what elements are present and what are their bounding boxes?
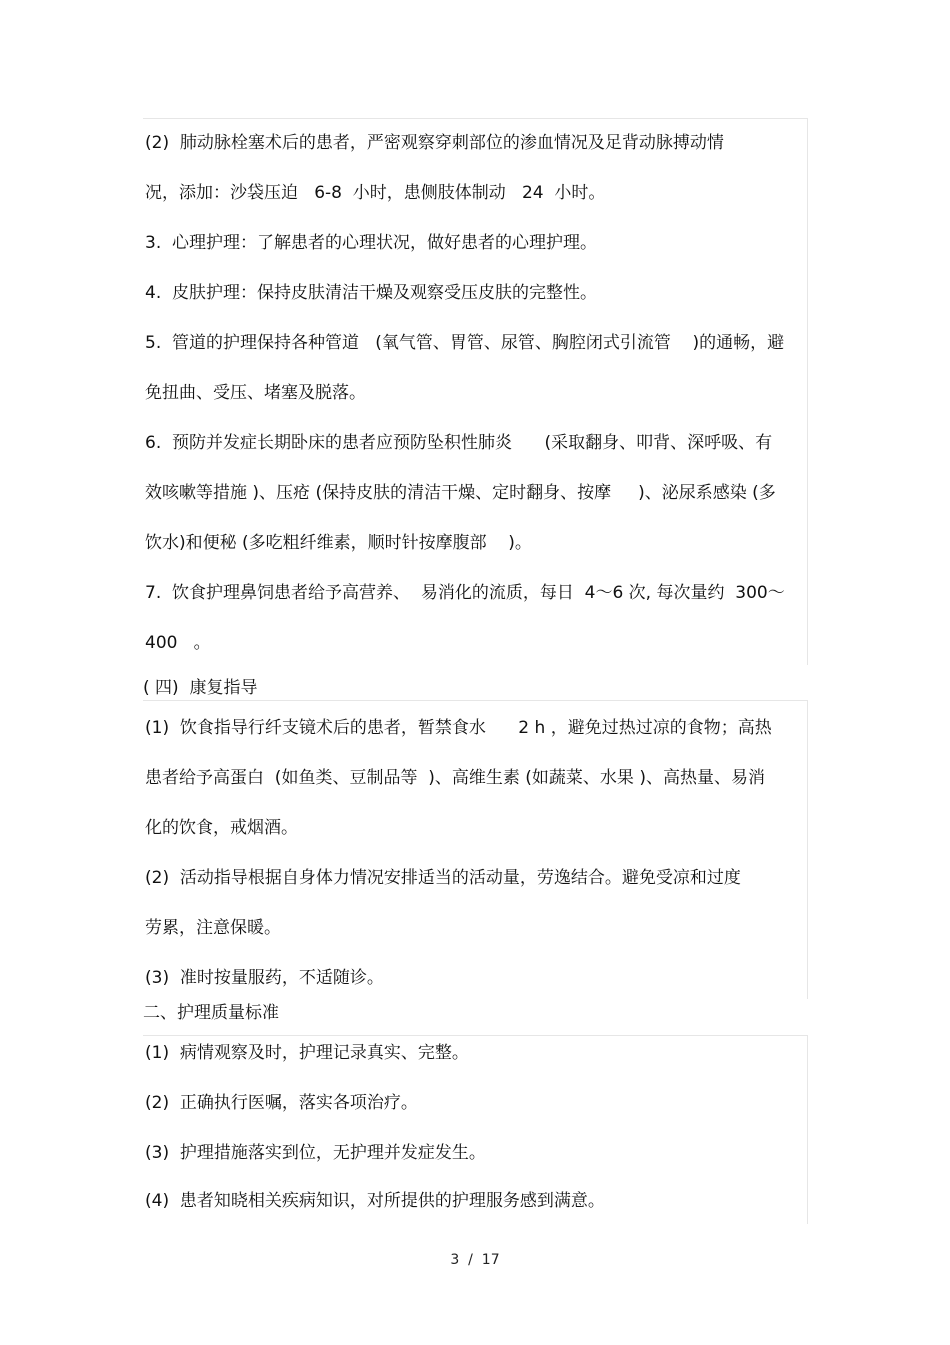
text-line: (2) 活动指导根据自身体力情况安排适当的活动量，劳逸结合。避免受凉和过度	[145, 868, 741, 888]
text-line: 5. 管道的护理保持各种管道 (氧气管、胃管、尿管、胸腔闭式引流管 )的通畅，避	[145, 333, 785, 353]
text-line: 饮水)和便秘 (多吃粗纤维素，顺时针按摩腹部 )。	[145, 533, 532, 553]
text-line: (2) 肺动脉栓塞术后的患者，严密观察穿刺部位的渗血情况及足背动脉搏动情	[145, 133, 724, 153]
text-line: 况，添加：沙袋压迫 6-8 小时，患侧肢体制动 24 小时。	[145, 183, 606, 203]
text-line: 劳累，注意保暖。	[145, 918, 281, 938]
text-line: 4. 皮肤护理：保持皮肤清洁干燥及观察受压皮肤的完整性。	[145, 283, 598, 303]
text-line: 7. 饮食护理鼻饲患者给予高营养、 易消化的流质，每日 4～6 次, 每次量约 300～	[145, 583, 785, 603]
section-heading-rehab: ( 四) 康复指导	[143, 678, 258, 698]
text-line: (3) 护理措施落实到位，无护理并发症发生。	[145, 1143, 486, 1163]
text-line: 免扭曲、受压、堵塞及脱落。	[145, 383, 366, 403]
section-heading-quality: 二、护理质量标准	[143, 1003, 279, 1023]
text-line: 3. 心理护理：了解患者的心理状况，做好患者的心理护理。	[145, 233, 598, 253]
text-line: 化的饮食，戒烟酒。	[145, 818, 298, 838]
text-line: 6. 预防并发症长期卧床的患者应预防坠积性肺炎 (采取翻身、叩背、深呼吸、有	[145, 433, 773, 453]
text-line: (4) 患者知晓相关疾病知识，对所提供的护理服务感到满意。	[145, 1191, 605, 1211]
text-line: 患者给予高蛋白 (如鱼类、豆制品等 )、高维生素 (如蔬菜、水果 )、高热量、易消	[145, 768, 765, 788]
text-line: (3) 准时按量服药，不适随诊。	[145, 968, 384, 988]
table-border-b	[143, 700, 808, 999]
text-line: 400 。	[145, 633, 211, 653]
text-line: (1) 饮食指导行纤支镜术后的患者，暂禁食水 2 h ，避免过热过凉的食物；高热	[145, 718, 772, 738]
text-line: 效咳嗽等措施 )、压疮 (保持皮肤的清洁干燥、定时翻身、按摩 )、泌尿系感染 (多	[145, 483, 776, 503]
text-line: (2) 正确执行医嘱，落实各项治疗。	[145, 1093, 418, 1113]
page-indicator: 3 / 17	[450, 1252, 500, 1268]
text-line: (1) 病情观察及时，护理记录真实、完整。	[145, 1043, 469, 1063]
